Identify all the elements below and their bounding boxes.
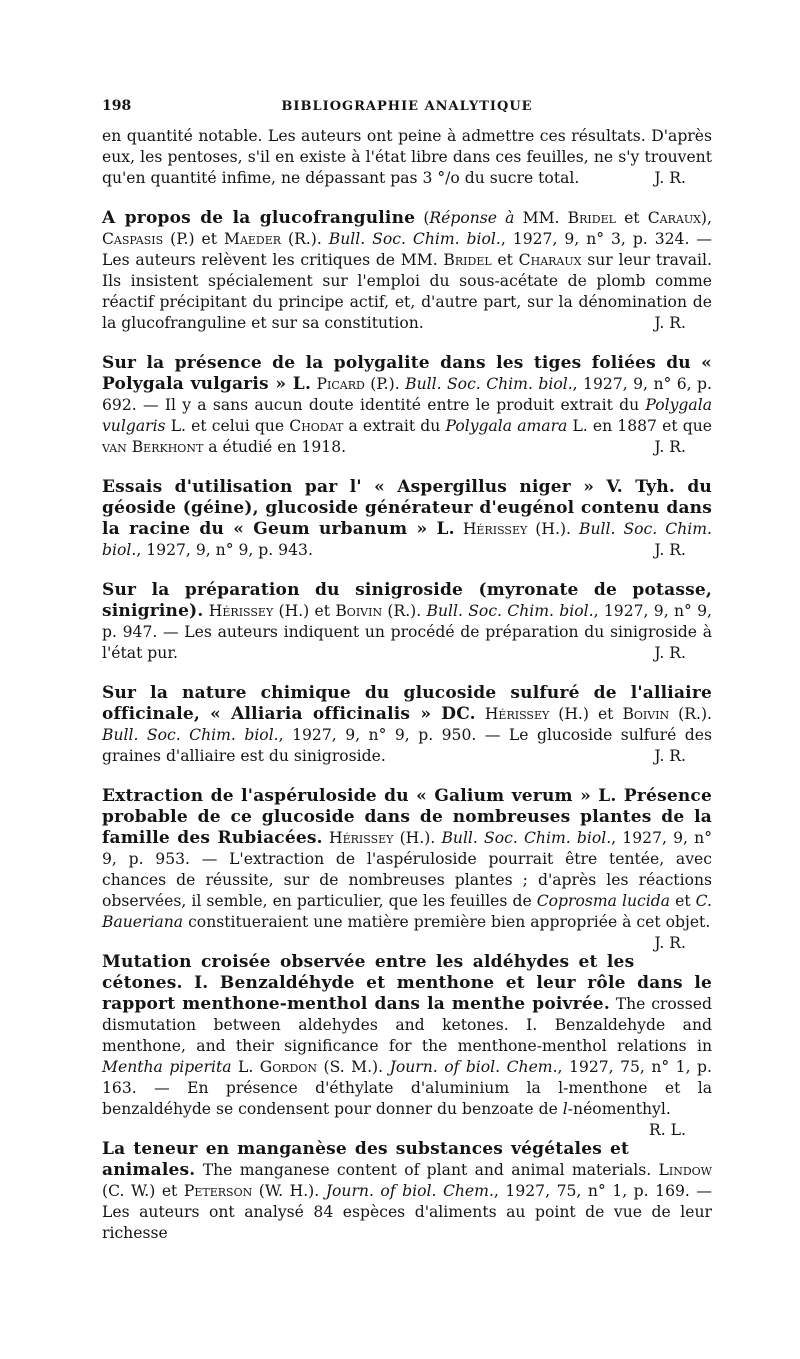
document-page <box>102 96 712 1263</box>
entry-title: Sur la préparation du sinigroside (myronate de potasse, sinigrine). <box>102 580 712 621</box>
entry-alliaire: Sur la nature chimique du glucoside sulfuré de l'alliaire officinale, « Alliaria officinalis » DC. Hérissey (H.) et Boivin (R.). Bull. Soc. Chim. biol., 1927, 9, n° 9, p. 950. — Le glucoside sulfuré des graines d'alliaire est du sinigroside. J. R. <box>102 683 712 765</box>
entry-title: La teneur en manganèse des substances végétales et animales. <box>102 1139 630 1180</box>
entry-initials: J. R. <box>654 438 686 456</box>
page-header <box>102 96 712 118</box>
entry-asperuloside: Extraction de l'aspéruloside du « Galium verum » L. Présence probable de ce glucoside dans de nombreuses plantes de la famille des Rubiacées. Hérissey (H.). Bull. Soc. Chim. biol., 1927, 9, n° 9, p. 953. — L'extraction de l'aspéruloside pourrait être tentée, avec chances de réussite, sur de nombreuses plantes ; d'après les réactions observées, il semble, en particulier, que les feuilles de Coprosma lucida et C. Baueriana constitueraient une matière première bien appropriée à cet objet. J. R. <box>102 786 713 952</box>
entry-sinigroside: Sur la préparation du sinigroside (myronate de potasse, sinigrine). Hérissey (H.) et Boivin (R.). Bull. Soc. Chim. biol., 1927, 9, n° 9, p. 947. — Les auteurs indiquent un procédé de préparation du sinigroside à l'état pur. J. R. <box>102 580 712 662</box>
entry-initials: J. R. <box>654 644 686 662</box>
page-number: 198 <box>102 98 132 114</box>
entry-title: Essais d'utilisation par l' « Aspergillus niger » V. Tyh. du géoside (géine), glucoside générateur d'eugénol contenu dans la racine du « Geum urbanum » L. <box>102 477 712 539</box>
entry-initials: J. R. <box>654 314 686 332</box>
entry-title: Sur la présence de la polygalite dans les tiges foliées du « Polygala vulgaris » L. <box>102 353 712 394</box>
entry-glucofranguline: A propos de la glucofranguline (Réponse à MM. Bridel et Caraux), Caspasis (P.) et Maeder (R.). Bull. Soc. Chim. biol., 1927, 9, n° 3, p. 324. — Les auteurs relèvent les critiques de MM. Bridel et Charaux sur leur travail. Ils insistent spécialement sur l'emploi du sous-acétate de plomb comme réactif précipitant du principe actif, et, d'autre part, sur la dénomination de la glucofranguline et sur sa constitution. J. R. <box>102 208 712 332</box>
entry-initials: R. L. <box>649 1121 686 1139</box>
entry-polygalite: Sur la présence de la polygalite dans les tiges foliées du « Polygala vulgaris » L. Picard (P.). Bull. Soc. Chim. biol., 1927, 9, n° 6, p. 692. — Il y a sans aucun doute identité entre le produit extrait du Polygala vulgaris L. et celui que Chodat a extrait du Polygala amara L. en 1887 et que van Berkhont a étudié en 1918. J. R. <box>102 353 712 456</box>
entry-title: Mutation croisée observée entre les aldéhydes et les cétones. I. Benzaldéhyde et menthone et leur rôle dans le rapport menthone-menthol dans la menthe poivrée. <box>102 952 712 1014</box>
entry-initials: J. R. <box>654 541 686 559</box>
entry-title: A propos de la glucofranguline <box>102 208 416 228</box>
entry-mutation-croisee: Mutation croisée observée entre les aldéhydes et les cétones. I. Benzaldéhyde et menthone et leur rôle dans le rapport menthone-menthol dans la menthe poivrée. The crossed dismutation between aldehydes and ketones. I. Benzaldehyde and menthone, and their significance for the menthone-menthol relations in Mentha piperita L. Gordon (S. M.). Journ. of biol. Chem., 1927, 75, n° 1, p. 163. — En présence d'éthylate d'aluminium la l-menthone et la benzaldéhyde se condensent pour donner du benzoate de l-néomenthyl. R. L. <box>102 952 712 1139</box>
entry-continued: en quantité notable. Les auteurs ont peine à admettre ces résultats. D'après eux, les pentoses, s'il en existe à l'état libre dans ces feuilles, ne s'y trouvent qu'en quantité infime, ne dépassant pas 3 °/o du sucre total. J. R. <box>102 127 712 187</box>
entry-title: Sur la nature chimique du glucoside sulfuré de l'alliaire officinale, « Alliaria officinalis » DC. <box>102 683 712 724</box>
entry-title: Extraction de l'aspéruloside du « Galium verum » L. Présence probable de ce glucoside dans de nombreuses plantes de la famille des Rubiacées. <box>102 786 712 848</box>
entry-initials: J. R. <box>654 934 686 952</box>
running-title: BIBLIOGRAPHIE ANALYTIQUE <box>281 99 533 114</box>
entry-initials: J. R. <box>654 169 686 187</box>
entry-geoside: Essais d'utilisation par l' « Aspergillus niger » V. Tyh. du géoside (géine), glucoside générateur d'eugénol contenu dans la racine du « Geum urbanum » L. Hérissey (H.). Bull. Soc. Chim. biol., 1927, 9, n° 9, p. 943. J. R. <box>102 477 712 559</box>
entry-manganese: La teneur en manganèse des substances végétales et animales. The manganese content of plant and animal materials. Lindow (C. W.) et Peterson (W. H.). Journ. of biol. Chem., 1927, 75, n° 1, p. 169. — Les auteurs ont analysé 84 espèces d'aliments au point de vue de leur richesse <box>102 1139 712 1242</box>
entry-initials: J. R. <box>654 747 686 765</box>
